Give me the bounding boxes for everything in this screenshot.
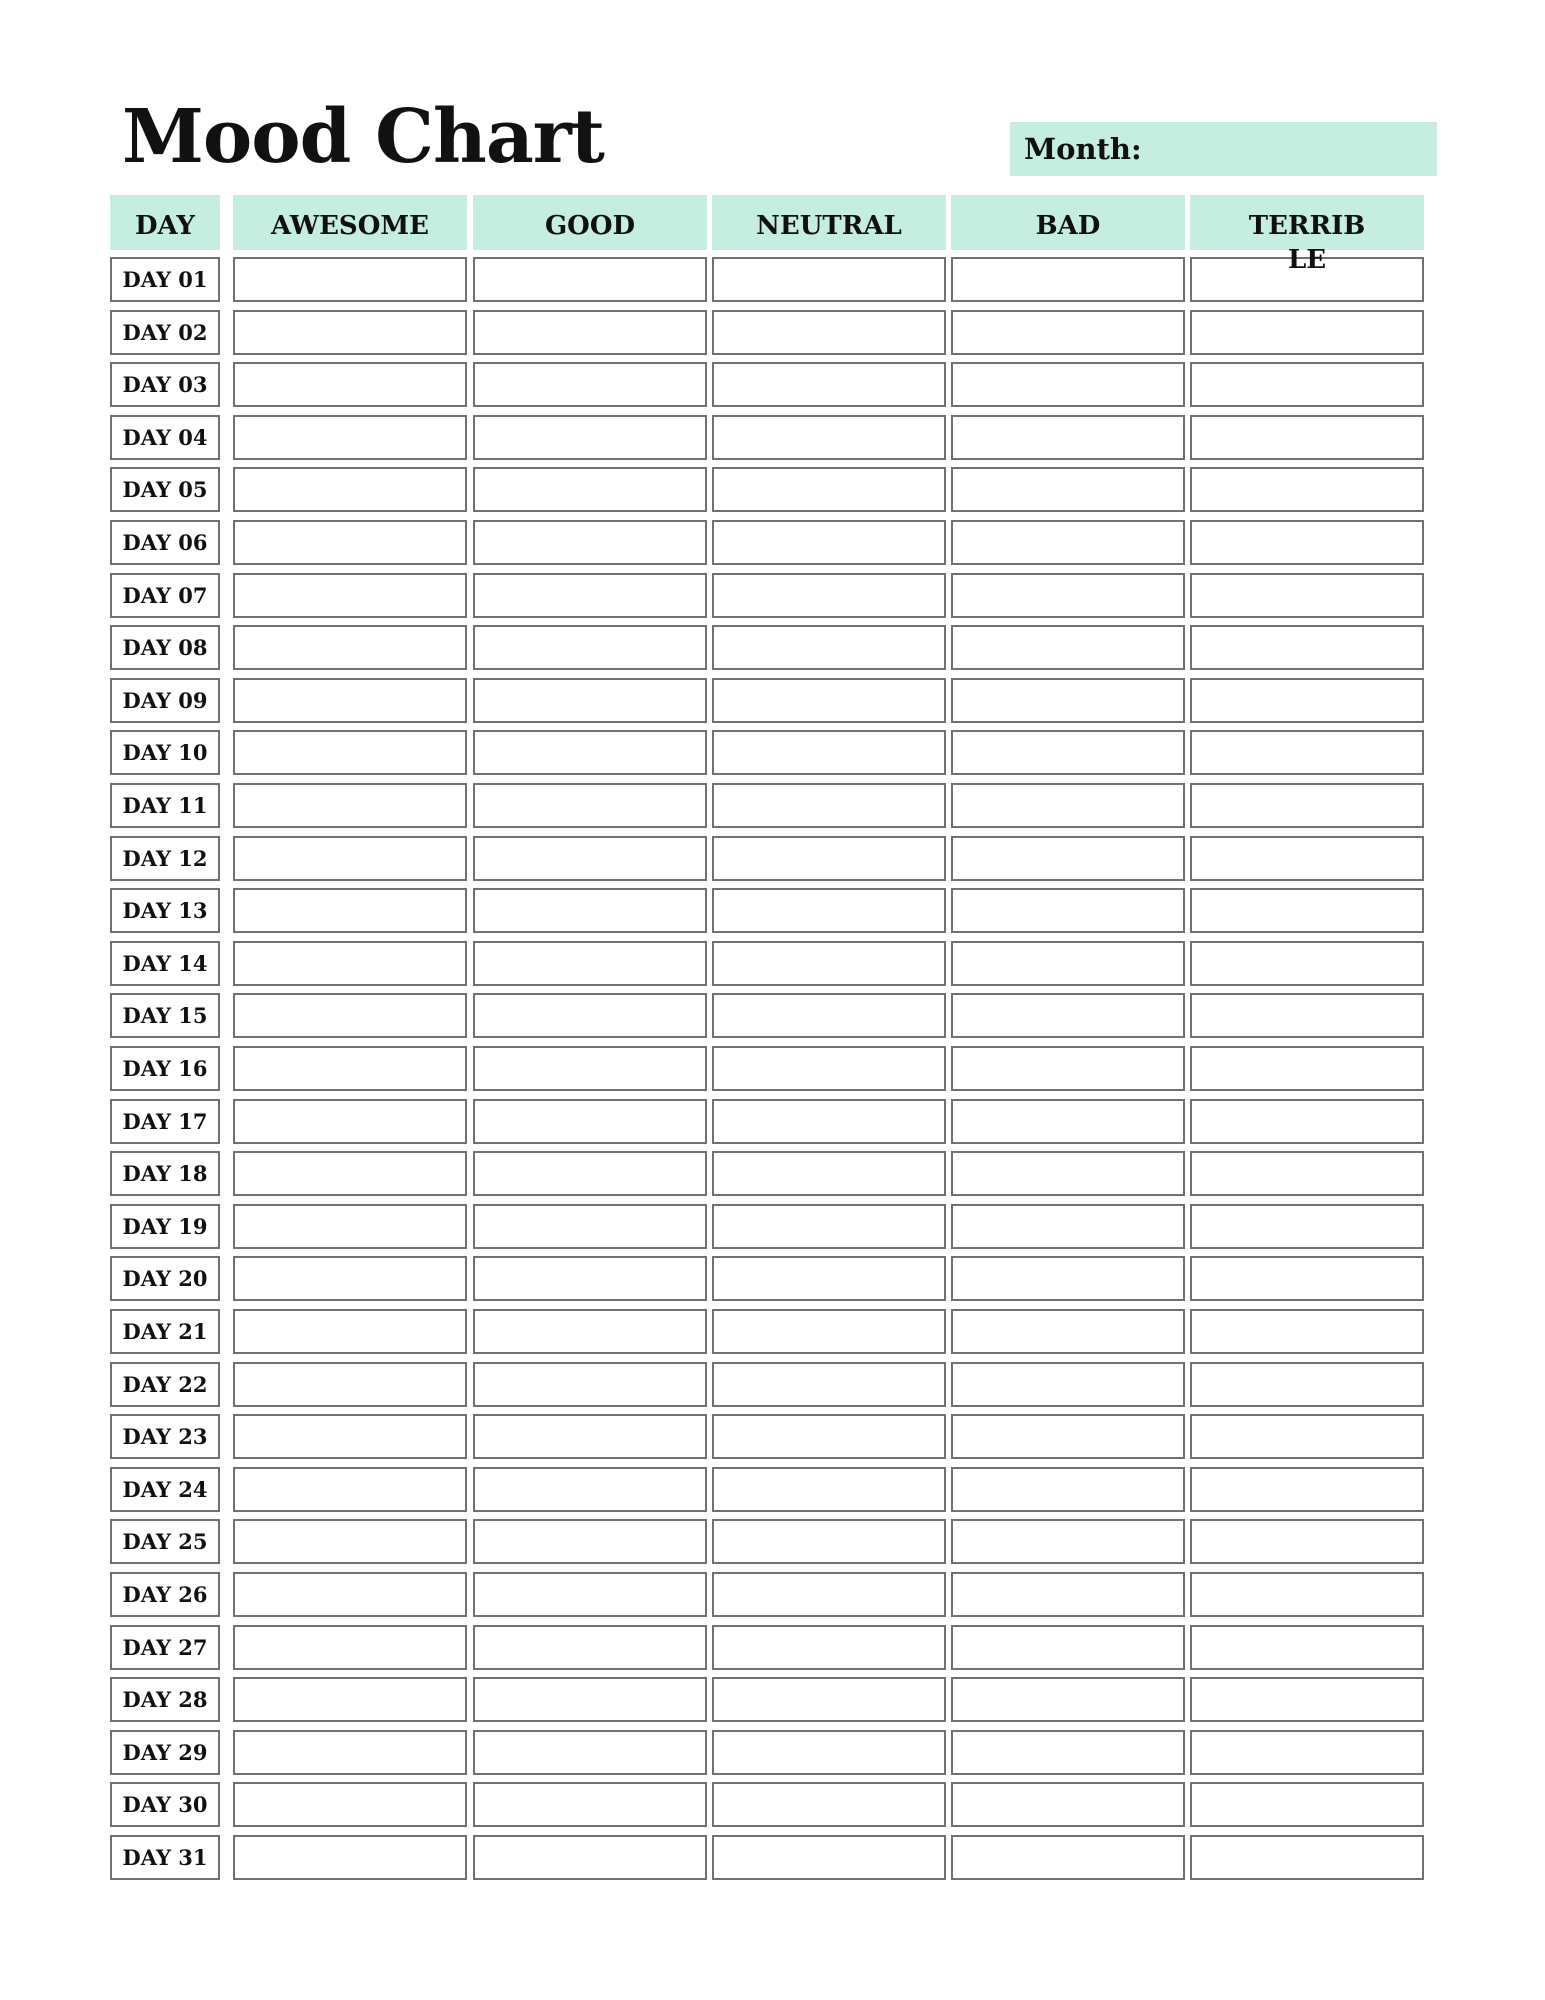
day-cell (110, 941, 220, 986)
day-cell (110, 1414, 220, 1459)
mood-cell-awesome[interactable] (233, 1309, 467, 1354)
mood-cell-awesome[interactable] (233, 1256, 467, 1301)
mood-cell-neutral[interactable] (712, 1677, 946, 1722)
mood-cell-terrible[interactable] (1190, 1572, 1424, 1617)
day-cell (110, 1309, 220, 1354)
mood-cell-awesome[interactable] (233, 1467, 467, 1512)
mood-cell-good[interactable] (473, 257, 707, 302)
mood-cell-neutral[interactable] (712, 678, 946, 723)
mood-cell-neutral[interactable] (712, 1414, 946, 1459)
mood-cell-terrible[interactable] (1190, 993, 1424, 1038)
mood-cell-good[interactable] (473, 730, 707, 775)
mood-cell-bad[interactable] (951, 730, 1185, 775)
mood-cell-good[interactable] (473, 1730, 707, 1775)
day-label: DAY 23 (122, 1424, 208, 1449)
mood-cell-neutral[interactable] (712, 1151, 946, 1196)
mood-cell-neutral[interactable] (712, 1204, 946, 1249)
day-cell (110, 1362, 220, 1407)
day-label: DAY 03 (122, 372, 208, 397)
day-cell (110, 467, 220, 512)
mood-cell-terrible[interactable] (1190, 1362, 1424, 1407)
mood-cell-good[interactable] (473, 1309, 707, 1354)
day-cell (110, 678, 220, 723)
day-label: DAY 29 (122, 1740, 208, 1765)
day-label: DAY 22 (122, 1372, 208, 1397)
mood-cell-bad[interactable] (951, 625, 1185, 670)
day-cell (110, 1835, 220, 1880)
mood-cell-good[interactable] (473, 625, 707, 670)
mood-cell-bad[interactable] (951, 888, 1185, 933)
mood-cell-bad[interactable] (951, 1414, 1185, 1459)
mood-cell-awesome[interactable] (233, 836, 467, 881)
mood-cell-awesome[interactable] (233, 783, 467, 828)
mood-cell-terrible[interactable] (1190, 1099, 1424, 1144)
mood-cell-bad[interactable] (951, 520, 1185, 565)
day-label: DAY 30 (122, 1792, 208, 1817)
mood-cell-good[interactable] (473, 1046, 707, 1091)
mood-cell-neutral[interactable] (712, 1730, 946, 1775)
mood-cell-good[interactable] (473, 1572, 707, 1617)
mood-cell-bad[interactable] (951, 1362, 1185, 1407)
mood-cell-terrible[interactable] (1190, 678, 1424, 723)
day-label: DAY 26 (122, 1582, 208, 1607)
header-label: GOOD (544, 211, 636, 241)
mood-cell-awesome[interactable] (233, 730, 467, 775)
mood-cell-neutral[interactable] (712, 836, 946, 881)
mood-cell-good[interactable] (473, 1467, 707, 1512)
mood-cell-bad[interactable] (951, 415, 1185, 460)
mood-cell-good[interactable] (473, 941, 707, 986)
day-cell (110, 1572, 220, 1617)
mood-cell-terrible[interactable] (1190, 1835, 1424, 1880)
mood-cell-awesome[interactable] (233, 310, 467, 355)
mood-cell-good[interactable] (473, 467, 707, 512)
day-label: DAY 17 (122, 1109, 208, 1134)
mood-cell-neutral[interactable] (712, 1467, 946, 1512)
mood-cell-neutral[interactable] (712, 1046, 946, 1091)
day-cell (110, 1782, 220, 1827)
mood-cell-neutral[interactable] (712, 362, 946, 407)
day-cell (110, 520, 220, 565)
mood-cell-neutral[interactable] (712, 1362, 946, 1407)
mood-cell-bad[interactable] (951, 1099, 1185, 1144)
day-label: DAY 01 (122, 267, 208, 292)
mood-cell-neutral[interactable] (712, 1572, 946, 1617)
mood-cell-bad[interactable] (951, 467, 1185, 512)
mood-cell-good[interactable] (473, 1625, 707, 1670)
mood-cell-good[interactable] (473, 362, 707, 407)
mood-cell-awesome[interactable] (233, 941, 467, 986)
day-cell (110, 888, 220, 933)
mood-cell-awesome[interactable] (233, 1519, 467, 1564)
mood-cell-neutral[interactable] (712, 730, 946, 775)
mood-cell-good[interactable] (473, 1256, 707, 1301)
mood-cell-bad[interactable] (951, 1151, 1185, 1196)
mood-cell-awesome[interactable] (233, 467, 467, 512)
day-label: DAY 20 (122, 1266, 208, 1291)
header-label: TERRIBLE (1248, 211, 1366, 275)
header-label: BAD (1035, 211, 1101, 241)
header-day (110, 195, 220, 250)
mood-cell-awesome[interactable] (233, 1730, 467, 1775)
mood-cell-awesome[interactable] (233, 625, 467, 670)
mood-cell-good[interactable] (473, 1099, 707, 1144)
header-terrible (1190, 195, 1424, 275)
mood-cell-awesome[interactable] (233, 1204, 467, 1249)
day-label: DAY 08 (122, 635, 208, 660)
mood-cell-bad[interactable] (951, 257, 1185, 302)
page-title: Mood Chart (122, 94, 604, 180)
header-bad (951, 195, 1185, 250)
mood-cell-bad[interactable] (951, 1835, 1185, 1880)
day-cell (110, 1467, 220, 1512)
day-cell (110, 1730, 220, 1775)
day-cell (110, 1519, 220, 1564)
mood-cell-bad[interactable] (951, 1677, 1185, 1722)
day-label: DAY 25 (122, 1529, 208, 1554)
mood-cell-awesome[interactable] (233, 888, 467, 933)
mood-cell-awesome[interactable] (233, 1151, 467, 1196)
mood-cell-awesome[interactable] (233, 1046, 467, 1091)
header-awesome (233, 195, 467, 250)
mood-cell-terrible[interactable] (1190, 415, 1424, 460)
mood-cell-terrible[interactable] (1190, 1519, 1424, 1564)
mood-cell-good[interactable] (473, 310, 707, 355)
mood-cell-bad[interactable] (951, 1046, 1185, 1091)
mood-cell-terrible[interactable] (1190, 730, 1424, 775)
mood-cell-bad[interactable] (951, 941, 1185, 986)
mood-cell-good[interactable] (473, 1362, 707, 1407)
mood-cell-awesome[interactable] (233, 362, 467, 407)
mood-cell-neutral[interactable] (712, 1256, 946, 1301)
mood-cell-terrible[interactable] (1190, 783, 1424, 828)
mood-cell-bad[interactable] (951, 573, 1185, 618)
mood-cell-terrible[interactable] (1190, 1677, 1424, 1722)
mood-cell-neutral[interactable] (712, 415, 946, 460)
day-label: DAY 14 (122, 951, 208, 976)
mood-cell-good[interactable] (473, 1835, 707, 1880)
mood-cell-terrible[interactable] (1190, 836, 1424, 881)
day-cell (110, 993, 220, 1038)
mood-cell-neutral[interactable] (712, 310, 946, 355)
mood-cell-terrible[interactable] (1190, 573, 1424, 618)
mood-cell-terrible[interactable] (1190, 1414, 1424, 1459)
mood-cell-awesome[interactable] (233, 1099, 467, 1144)
day-label: DAY 21 (122, 1319, 208, 1344)
mood-cell-good[interactable] (473, 783, 707, 828)
day-label: DAY 10 (122, 740, 208, 765)
mood-cell-good[interactable] (473, 520, 707, 565)
mood-cell-terrible[interactable] (1190, 1204, 1424, 1249)
day-cell (110, 1046, 220, 1091)
mood-cell-good[interactable] (473, 1204, 707, 1249)
mood-cell-neutral[interactable] (712, 257, 946, 302)
mood-cell-bad[interactable] (951, 362, 1185, 407)
mood-cell-good[interactable] (473, 1677, 707, 1722)
day-label: DAY 16 (122, 1056, 208, 1081)
mood-cell-awesome[interactable] (233, 257, 467, 302)
mood-cell-good[interactable] (473, 415, 707, 460)
mood-cell-bad[interactable] (951, 783, 1185, 828)
mood-cell-good[interactable] (473, 993, 707, 1038)
day-cell (110, 836, 220, 881)
mood-cell-awesome[interactable] (233, 1572, 467, 1617)
mood-cell-good[interactable] (473, 888, 707, 933)
day-cell (110, 1151, 220, 1196)
mood-cell-awesome[interactable] (233, 993, 467, 1038)
day-label: DAY 02 (122, 320, 208, 345)
mood-cell-bad[interactable] (951, 1572, 1185, 1617)
day-label: DAY 06 (122, 530, 208, 555)
mood-cell-bad[interactable] (951, 993, 1185, 1038)
day-label: DAY 13 (122, 898, 208, 923)
day-cell (110, 1099, 220, 1144)
mood-cell-terrible[interactable] (1190, 1467, 1424, 1512)
mood-cell-good[interactable] (473, 1519, 707, 1564)
day-cell (110, 1204, 220, 1249)
mood-cell-good[interactable] (473, 1414, 707, 1459)
mood-cell-neutral[interactable] (712, 1099, 946, 1144)
day-label: DAY 31 (122, 1845, 208, 1870)
day-cell (110, 783, 220, 828)
mood-cell-bad[interactable] (951, 1467, 1185, 1512)
month-label: Month: (1024, 132, 1142, 166)
header-good (473, 195, 707, 250)
mood-cell-terrible[interactable] (1190, 1046, 1424, 1091)
mood-cell-terrible[interactable] (1190, 888, 1424, 933)
mood-cell-neutral[interactable] (712, 1519, 946, 1564)
month-field[interactable] (1010, 122, 1437, 176)
mood-cell-terrible[interactable] (1190, 1730, 1424, 1775)
mood-cell-terrible[interactable] (1190, 1309, 1424, 1354)
day-cell (110, 573, 220, 618)
mood-cell-awesome[interactable] (233, 520, 467, 565)
mood-cell-good[interactable] (473, 1151, 707, 1196)
day-label: DAY 28 (122, 1687, 208, 1712)
day-label: DAY 18 (122, 1161, 208, 1186)
day-label: DAY 11 (122, 793, 208, 818)
mood-cell-terrible[interactable] (1190, 1256, 1424, 1301)
mood-cell-neutral[interactable] (712, 1309, 946, 1354)
mood-cell-terrible[interactable] (1190, 520, 1424, 565)
day-label: DAY 19 (122, 1214, 208, 1239)
day-label: DAY 27 (122, 1635, 208, 1660)
mood-cell-terrible[interactable] (1190, 1782, 1424, 1827)
day-cell (110, 310, 220, 355)
day-cell (110, 362, 220, 407)
mood-cell-bad[interactable] (951, 678, 1185, 723)
mood-cell-terrible[interactable] (1190, 362, 1424, 407)
header-label: DAY (135, 211, 195, 241)
mood-cell-good[interactable] (473, 836, 707, 881)
mood-cell-bad[interactable] (951, 1782, 1185, 1827)
mood-cell-awesome[interactable] (233, 1835, 467, 1880)
header-label: AWESOME (271, 211, 429, 241)
mood-cell-neutral[interactable] (712, 573, 946, 618)
day-label: DAY 09 (122, 688, 208, 713)
mood-cell-awesome[interactable] (233, 415, 467, 460)
mood-cell-awesome[interactable] (233, 1677, 467, 1722)
day-cell (110, 1677, 220, 1722)
mood-cell-bad[interactable] (951, 1204, 1185, 1249)
mood-cell-terrible[interactable] (1190, 467, 1424, 512)
day-label: DAY 12 (122, 846, 208, 871)
mood-cell-awesome[interactable] (233, 678, 467, 723)
day-cell (110, 730, 220, 775)
mood-cell-good[interactable] (473, 1782, 707, 1827)
day-label: DAY 24 (122, 1477, 208, 1502)
mood-cell-neutral[interactable] (712, 888, 946, 933)
header-neutral (712, 195, 946, 250)
mood-cell-awesome[interactable] (233, 1782, 467, 1827)
mood-cell-bad[interactable] (951, 1309, 1185, 1354)
day-cell (110, 625, 220, 670)
mood-cell-bad[interactable] (951, 836, 1185, 881)
mood-cell-bad[interactable] (951, 310, 1185, 355)
mood-cell-bad[interactable] (951, 1625, 1185, 1670)
mood-cell-neutral[interactable] (712, 625, 946, 670)
mood-cell-terrible[interactable] (1190, 625, 1424, 670)
mood-cell-neutral[interactable] (712, 783, 946, 828)
mood-cell-good[interactable] (473, 678, 707, 723)
mood-cell-terrible[interactable] (1190, 1151, 1424, 1196)
mood-cell-bad[interactable] (951, 1519, 1185, 1564)
mood-cell-terrible[interactable] (1190, 941, 1424, 986)
mood-cell-neutral[interactable] (712, 1782, 946, 1827)
mood-cell-neutral[interactable] (712, 1625, 946, 1670)
day-cell (110, 1256, 220, 1301)
mood-cell-awesome[interactable] (233, 1362, 467, 1407)
day-label: DAY 07 (122, 583, 208, 608)
mood-cell-terrible[interactable] (1190, 310, 1424, 355)
header-label: NEUTRAL (756, 211, 902, 241)
day-cell (110, 415, 220, 460)
mood-cell-neutral[interactable] (712, 467, 946, 512)
day-label: DAY 15 (122, 1003, 208, 1028)
mood-cell-neutral[interactable] (712, 1835, 946, 1880)
mood-cell-terrible[interactable] (1190, 1625, 1424, 1670)
mood-cell-awesome[interactable] (233, 1625, 467, 1670)
mood-cell-neutral[interactable] (712, 941, 946, 986)
mood-cell-bad[interactable] (951, 1730, 1185, 1775)
day-cell (110, 257, 220, 302)
mood-cell-bad[interactable] (951, 1256, 1185, 1301)
day-cell (110, 1625, 220, 1670)
mood-cell-neutral[interactable] (712, 520, 946, 565)
mood-cell-good[interactable] (473, 573, 707, 618)
day-label: DAY 04 (122, 425, 208, 450)
mood-cell-awesome[interactable] (233, 1414, 467, 1459)
mood-cell-neutral[interactable] (712, 993, 946, 1038)
day-label: DAY 05 (122, 477, 208, 502)
mood-cell-awesome[interactable] (233, 573, 467, 618)
